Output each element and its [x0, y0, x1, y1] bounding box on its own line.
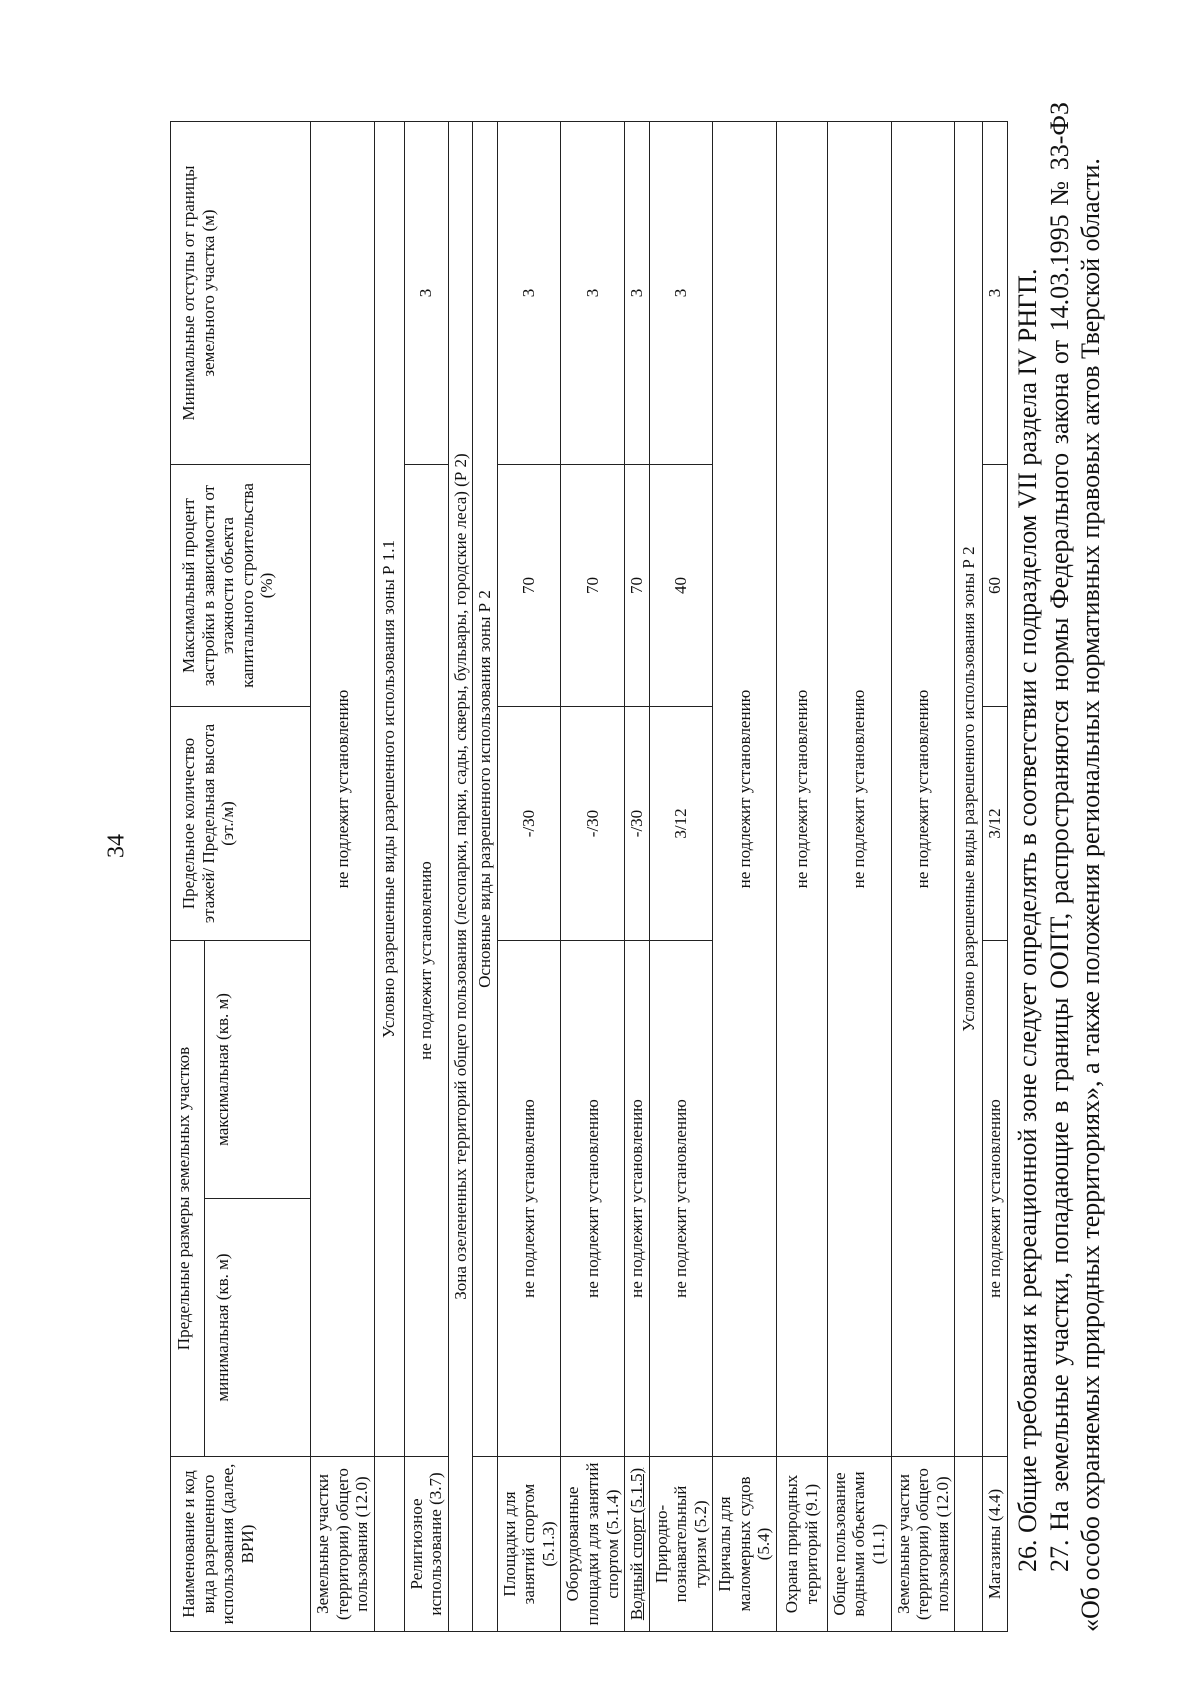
- paragraph-27: 27. На земельные участки, попадающие в границы ООПТ, распространяются нормы Федерального закона от 14.03.1995 № 33-ФЗ «Об особо охраняемых природных территориях», а также положения региональных нормативных правовых актов Тверской области.: [1044, 102, 1106, 1632]
- section-row: [374, 122, 404, 1632]
- table-row: [404, 122, 448, 1632]
- floors-cell: -/30: [625, 707, 650, 941]
- page-number: 34: [103, 834, 130, 858]
- row-value: не подлежит установлению: [713, 122, 777, 1457]
- rotated-page-content: [170, 52, 1150, 1632]
- table-row: [827, 122, 891, 1632]
- table-row: [983, 122, 1008, 1632]
- table-row: [561, 122, 625, 1632]
- section-title: Условно разрешенные виды разрешенного использования зоны Р 1.1: [374, 122, 404, 1457]
- percent-cell: 40: [649, 465, 713, 707]
- empty-cell: [955, 1457, 983, 1632]
- row-value: не подлежит установлению: [891, 122, 955, 1457]
- header-min: минимальная (кв. м): [205, 1199, 311, 1457]
- zone-title: Зона озелененных территорий общего пользования (лесопарки, парки, сады, скверы, бульвары, городские леса) (Р 2): [448, 122, 473, 1632]
- percent-cell: 70: [561, 465, 625, 707]
- row-name: Религиозное использование (3.7): [404, 1457, 448, 1632]
- paragraph-26: 26. Общие требования к рекреационной зоне следует определять в соответствии с подразделом VII раздела IV РНГП.: [1013, 268, 1042, 1572]
- row-name: Земельные участки (территории) общего пользования (12.0): [891, 1457, 955, 1632]
- header-sizes-group: Предельные размеры земельных участков: [171, 941, 205, 1457]
- setback-cell: 3: [497, 122, 561, 465]
- table-row: [311, 122, 375, 1632]
- row-name-text: Водный спорт (5.1.5): [627, 1467, 647, 1621]
- row-value: не подлежит установлению: [827, 122, 891, 1457]
- header-percent: Максимальный процент застройки в зависимости от этажности объекта капитального строительства (%): [171, 465, 311, 707]
- setback-cell: 3: [404, 122, 448, 465]
- row-name: Земельные участки (территории) общего пользования (12.0): [311, 1457, 375, 1632]
- zone-title-row: [448, 122, 473, 1632]
- row-value: не подлежит установлению: [404, 465, 448, 1457]
- percent-cell: 60: [983, 465, 1008, 707]
- row-value: не подлежит установлению: [311, 122, 375, 1457]
- setback-cell: 3: [983, 122, 1008, 465]
- table-row: [625, 122, 650, 1632]
- empty-cell: [374, 1457, 404, 1632]
- size-cell: не подлежит установлению: [983, 941, 1008, 1457]
- floors-cell: 3/12: [649, 707, 713, 941]
- header-name: Наименование и код вида разрешенного использования (далее, ВРИ): [171, 1457, 311, 1632]
- header-max: максимальная (кв. м): [205, 941, 311, 1199]
- percent-cell: 70: [625, 465, 650, 707]
- section-row: [955, 122, 983, 1632]
- row-name: [625, 1457, 650, 1632]
- floors-cell: 3/12: [983, 707, 1008, 941]
- footer-text: [1012, 102, 1107, 1632]
- row-name: Оборудованные площадки для занятий спортом (5.1.4): [561, 1457, 625, 1632]
- header-floors: Предельное количество этажей/ Предельная высота (эт./м): [171, 707, 311, 941]
- percent-cell: 70: [497, 465, 561, 707]
- section-title: Основные виды разрешенного использования зоны Р 2: [473, 122, 498, 1457]
- empty-cell: [473, 1457, 498, 1632]
- size-cell: не подлежит установлению: [497, 941, 561, 1457]
- zoning-regulations-table: [170, 121, 1008, 1632]
- setback-cell: 3: [625, 122, 650, 465]
- section-title: Условно разрешенные виды разрешенного использования зоны Р 2: [955, 122, 983, 1457]
- table-row: [891, 122, 955, 1632]
- size-cell: не подлежит установлению: [625, 941, 650, 1457]
- setback-cell: 3: [561, 122, 625, 465]
- row-name: Площадки для занятий спортом (5.1.3): [497, 1457, 561, 1632]
- section-row: [473, 122, 498, 1632]
- size-cell: не подлежит установлению: [561, 941, 625, 1457]
- table-row: [649, 122, 713, 1632]
- zoning-table-container: [170, 122, 1005, 1632]
- row-name: Общее пользование водными объектами (11.1): [827, 1457, 891, 1632]
- row-name: Магазины (4.4): [983, 1457, 1008, 1632]
- floors-cell: -/30: [497, 707, 561, 941]
- floors-cell: -/30: [561, 707, 625, 941]
- row-name: Природно-познавательный туризм (5.2): [649, 1457, 713, 1632]
- header-setback: Минимальные отступы от границы земельного участка (м): [171, 122, 311, 465]
- size-cell: не подлежит установлению: [649, 941, 713, 1457]
- table-row: [713, 122, 777, 1632]
- setback-cell: 3: [649, 122, 713, 465]
- table-row: [497, 122, 561, 1632]
- row-name: Охрана природных территорий (9.1): [776, 1457, 827, 1632]
- header-row-1: [171, 122, 205, 1632]
- table-row: [776, 122, 827, 1632]
- row-value: не подлежит установлению: [776, 122, 827, 1457]
- row-name: Причалы для маломерных судов (5.4): [713, 1457, 777, 1632]
